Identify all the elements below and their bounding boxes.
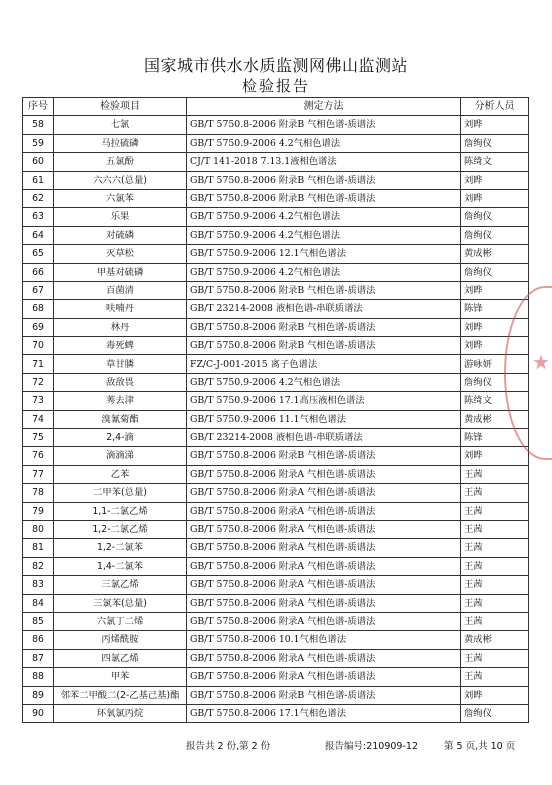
analyst-name: 王茜 — [461, 539, 529, 557]
test-method: GB/T 5750.8-2006 附录B 气相色谱-质谱法 — [187, 281, 461, 299]
table-row — [23, 429, 529, 447]
test-item: 百菌清 — [54, 281, 187, 299]
test-item: 六氯苯 — [54, 189, 187, 207]
analyst-name: 王茜 — [461, 649, 529, 667]
test-item: 七氯 — [54, 116, 187, 134]
test-item: 丙烯酰胺 — [54, 631, 187, 649]
row-number: 77 — [23, 465, 54, 483]
test-item: 1,2-二氯乙烯 — [54, 520, 187, 538]
analyst-name: 游咏妍 — [461, 355, 529, 373]
analyst-name: 王茜 — [461, 465, 529, 483]
table-row — [23, 612, 529, 630]
test-item: 六氯丁二烯 — [54, 612, 187, 630]
table-row — [23, 263, 529, 281]
row-number: 84 — [23, 594, 54, 612]
test-item: 滴滴涕 — [54, 447, 187, 465]
row-number: 90 — [23, 704, 54, 722]
row-number: 60 — [23, 153, 54, 171]
row-number: 78 — [23, 484, 54, 502]
test-method: GB/T 5750.8-2006 附录B 气相色谱-质谱法 — [187, 447, 461, 465]
test-method: GB/T 5750.8-2006 附录A 气相色谱-质谱法 — [187, 465, 461, 483]
results-table — [22, 97, 529, 723]
test-item: 甲基对硫磷 — [54, 263, 187, 281]
test-method: GB/T 5750.9-2006 4.2气相色谱法 — [187, 373, 461, 391]
test-item: 四氯乙烯 — [54, 649, 187, 667]
analyst-name: 刘晔 — [461, 281, 529, 299]
test-method: GB/T 5750.8-2006 附录A 气相色谱-质谱法 — [187, 649, 461, 667]
table-row — [23, 557, 529, 575]
table-row — [23, 337, 529, 355]
table-row — [23, 355, 529, 373]
row-number: 75 — [23, 429, 54, 447]
test-method: GB/T 5750.8-2006 附录A 气相色谱-质谱法 — [187, 557, 461, 575]
table-row — [23, 373, 529, 391]
table-row — [23, 465, 529, 483]
test-method: GB/T 5750.8-2006 附录A 气相色谱-质谱法 — [187, 612, 461, 630]
table-row — [23, 484, 529, 502]
report-org-title: 国家城市供水水质监测网佛山监测站 — [143, 56, 408, 75]
test-method: GB/T 5750.9-2006 17.1高压液相色谱法 — [187, 392, 461, 410]
test-item: 二甲苯(总量) — [54, 484, 187, 502]
test-method: GB/T 5750.8-2006 附录A 气相色谱-质谱法 — [187, 576, 461, 594]
analyst-name: 王茜 — [461, 502, 529, 520]
analyst-name: 黄成彬 — [461, 410, 529, 428]
test-method: GB/T 5750.8-2006 17.1气相色谱法 — [187, 704, 461, 722]
analyst-name: 王茜 — [461, 576, 529, 594]
test-method: GB/T 5750.8-2006 附录B 气相色谱-质谱法 — [187, 171, 461, 189]
table-row — [23, 649, 529, 667]
row-number: 66 — [23, 263, 54, 281]
table-row — [23, 631, 529, 649]
column-header-analyst: 分析人员 — [461, 98, 529, 116]
row-number: 87 — [23, 649, 54, 667]
test-method: GB/T 5750.8-2006 附录A 气相色谱-质谱法 — [187, 539, 461, 557]
test-item: 邻苯二甲酸二(2-乙基己基)酯 — [54, 686, 187, 704]
test-method: GB/T 5750.8-2006 附录A 气相色谱-质谱法 — [187, 484, 461, 502]
test-item: 1,4-二氯苯 — [54, 557, 187, 575]
row-number: 67 — [23, 281, 54, 299]
analyst-name: 王茜 — [461, 612, 529, 630]
test-method: CJ/T 141-2018 7.13.1液相色谱法 — [187, 153, 461, 171]
analyst-name: 陈锋 — [461, 300, 529, 318]
test-item: 1,1-二氯乙烯 — [54, 502, 187, 520]
test-method: GB/T 5750.8-2006 10.1气相色谱法 — [187, 631, 461, 649]
row-number: 73 — [23, 392, 54, 410]
table-row — [23, 502, 529, 520]
table-row — [23, 116, 529, 134]
analyst-name: 王茜 — [461, 520, 529, 538]
table-row — [23, 226, 529, 244]
table-body — [23, 116, 529, 723]
test-item: 毒死蜱 — [54, 337, 187, 355]
row-number: 88 — [23, 668, 54, 686]
test-item: 草甘膦 — [54, 355, 187, 373]
table-row — [23, 153, 529, 171]
column-header-item: 检验项目 — [54, 98, 187, 116]
row-number: 61 — [23, 171, 54, 189]
test-item: 1,2-二氯苯 — [54, 539, 187, 557]
table-row — [23, 594, 529, 612]
analyst-name: 陈绮文 — [461, 392, 529, 410]
analyst-name: 王茜 — [461, 668, 529, 686]
row-number: 70 — [23, 337, 54, 355]
analyst-name: 王茜 — [461, 594, 529, 612]
column-header-no: 序号 — [23, 98, 54, 116]
test-method: GB/T 5750.9-2006 12.1气相色谱法 — [187, 245, 461, 263]
row-number: 71 — [23, 355, 54, 373]
analyst-name: 刘晔 — [461, 318, 529, 336]
analyst-name: 詹绚仪 — [461, 208, 529, 226]
report-subtitle: 检验报告 — [241, 77, 310, 95]
test-item: 三氯乙烯 — [54, 576, 187, 594]
table-row — [23, 576, 529, 594]
table-row — [23, 245, 529, 263]
analyst-name: 詹绚仪 — [461, 704, 529, 722]
row-number: 62 — [23, 189, 54, 207]
table-row — [23, 171, 529, 189]
table-row — [23, 410, 529, 428]
column-header-method: 测定方法 — [187, 98, 461, 116]
analyst-name: 王茜 — [461, 557, 529, 575]
table-row — [23, 281, 529, 299]
test-method: GB/T 5750.9-2006 4.2气相色谱法 — [187, 263, 461, 281]
test-method: GB/T 5750.8-2006 附录B 气相色谱-质谱法 — [187, 686, 461, 704]
row-number: 82 — [23, 557, 54, 575]
table-row — [23, 686, 529, 704]
test-item: 溴氰菊酯 — [54, 410, 187, 428]
analyst-name: 刘晔 — [461, 189, 529, 207]
test-method: GB/T 5750.8-2006 附录B 气相色谱-质谱法 — [187, 337, 461, 355]
table-row — [23, 447, 529, 465]
table-row — [23, 668, 529, 686]
test-item: 敌敌畏 — [54, 373, 187, 391]
row-number: 72 — [23, 373, 54, 391]
test-method: GB/T 5750.8-2006 附录B 气相色谱-质谱法 — [187, 318, 461, 336]
row-number: 64 — [23, 226, 54, 244]
analyst-name: 詹绚仪 — [461, 263, 529, 281]
row-number: 83 — [23, 576, 54, 594]
test-item: 马拉硫磷 — [54, 134, 187, 152]
analyst-name: 陈绮文 — [461, 153, 529, 171]
test-method: GB/T 5750.9-2006 4.2气相色谱法 — [187, 208, 461, 226]
table-row — [23, 539, 529, 557]
test-item: 莠去津 — [54, 392, 187, 410]
table-row — [23, 189, 529, 207]
table-row — [23, 300, 529, 318]
test-method: GB/T 5750.9-2006 11.1气相色谱法 — [187, 410, 461, 428]
test-item: 六六六(总量) — [54, 171, 187, 189]
test-item: 环氧氯丙烷 — [54, 704, 187, 722]
table-row — [23, 134, 529, 152]
row-number: 69 — [23, 318, 54, 336]
analyst-name: 詹绚仪 — [461, 373, 529, 391]
test-method: GB/T 5750.8-2006 附录B 气相色谱-质谱法 — [187, 116, 461, 134]
analyst-name: 刘晔 — [461, 447, 529, 465]
analyst-name: 詹绚仪 — [461, 134, 529, 152]
analyst-name: 王茜 — [461, 484, 529, 502]
analyst-name: 陈锋 — [461, 429, 529, 447]
analyst-name: 刘晔 — [461, 337, 529, 355]
test-method: GB/T 5750.8-2006 附录A 气相色谱-质谱法 — [187, 502, 461, 520]
footer-report-number: 报告编号:210909-12 — [325, 741, 418, 752]
row-number: 80 — [23, 520, 54, 538]
row-number: 63 — [23, 208, 54, 226]
table-row — [23, 318, 529, 336]
analyst-name: 刘晔 — [461, 171, 529, 189]
row-number: 68 — [23, 300, 54, 318]
analyst-name: 詹绚仪 — [461, 226, 529, 244]
test-item: 五氯酚 — [54, 153, 187, 171]
test-item: 乙苯 — [54, 465, 187, 483]
row-number: 65 — [23, 245, 54, 263]
analyst-name: 黄成彬 — [461, 631, 529, 649]
row-number: 86 — [23, 631, 54, 649]
test-method: GB/T 5750.8-2006 附录A 气相色谱-质谱法 — [187, 520, 461, 538]
seal-star-icon: ★ — [532, 350, 550, 374]
test-method: GB/T 5750.8-2006 附录B 气相色谱-质谱法 — [187, 189, 461, 207]
test-item: 灭草松 — [54, 245, 187, 263]
test-item: 林丹 — [54, 318, 187, 336]
footer-page-number: 第 5 页,共 10 页 — [444, 741, 516, 752]
test-item: 甲苯 — [54, 668, 187, 686]
row-number: 58 — [23, 116, 54, 134]
table-row — [23, 704, 529, 722]
analyst-name: 刘晔 — [461, 116, 529, 134]
table-row — [23, 208, 529, 226]
analyst-name: 刘晔 — [461, 686, 529, 704]
table-row — [23, 520, 529, 538]
test-method: GB/T 5750.9-2006 4.2气相色谱法 — [187, 134, 461, 152]
test-item: 2,4-滴 — [54, 429, 187, 447]
analyst-name: 黄成彬 — [461, 245, 529, 263]
test-method: GB/T 5750.9-2006 4.2气相色谱法 — [187, 226, 461, 244]
test-item: 三氯苯(总量) — [54, 594, 187, 612]
test-item: 对硫磷 — [54, 226, 187, 244]
footer-copies: 报告共 2 份,第 2 份 — [186, 741, 271, 752]
test-item: 呋喃丹 — [54, 300, 187, 318]
row-number: 79 — [23, 502, 54, 520]
row-number: 85 — [23, 612, 54, 630]
row-number: 81 — [23, 539, 54, 557]
row-number: 59 — [23, 134, 54, 152]
row-number: 76 — [23, 447, 54, 465]
test-method: GB/T 23214-2008 液相色谱-串联质谱法 — [187, 429, 461, 447]
test-method: FZ/C-J-001-2015 离子色谱法 — [187, 355, 461, 373]
row-number: 89 — [23, 686, 54, 704]
test-method: GB/T 23214-2008 液相色谱-串联质谱法 — [187, 300, 461, 318]
test-method: GB/T 5750.8-2006 附录A 气相色谱-质谱法 — [187, 594, 461, 612]
row-number: 74 — [23, 410, 54, 428]
test-item: 乐果 — [54, 208, 187, 226]
test-method: GB/T 5750.8-2006 附录A 气相色谱-质谱法 — [187, 668, 461, 686]
table-header-row — [23, 98, 529, 116]
table-row — [23, 392, 529, 410]
